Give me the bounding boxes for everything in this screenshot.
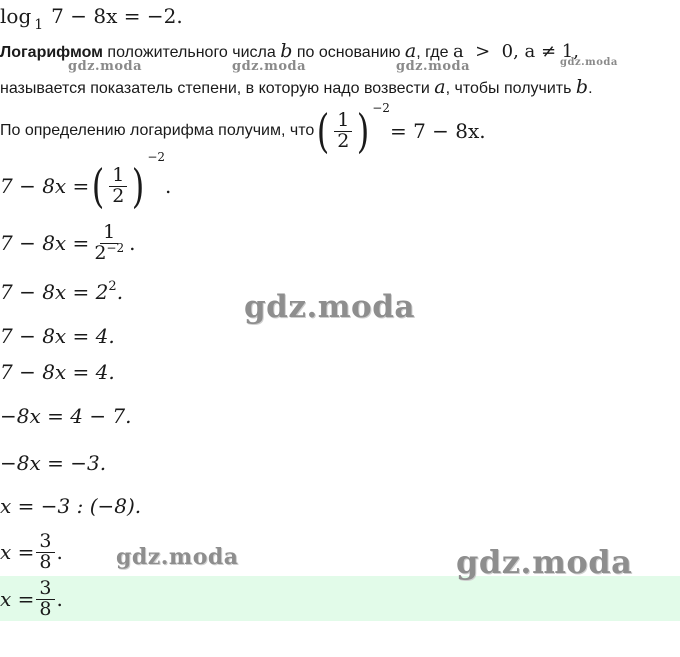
watermark: gdz.moda	[244, 289, 415, 325]
definition-application: По определению логарифма получим, что ( $\frac{1}{2}$ ) −2 = 7 − 8x.	[0, 101, 486, 158]
step-1: 7 − 8x = ( $\frac{1}{2}$ ) −2 .	[0, 150, 172, 213]
step-5: 7 − 8x = 4.	[0, 360, 115, 384]
watermark: gdz.moda	[68, 59, 143, 74]
step-2: 7 − 8x = $\frac{1}{2^{-2}}$ .	[0, 220, 136, 264]
answer-line: x = $\frac{3}{8}$ .	[0, 576, 63, 620]
answer-highlight	[0, 576, 680, 621]
step-6: −8x = 4 − 7.	[0, 404, 132, 428]
step-3: $7 - 8x = 2^2$.	[0, 279, 124, 304]
definition-line-1: Логарифмом положительного числа b по основанию a, где a > 0, a ≠ 1,	[0, 40, 579, 62]
watermark: gdz.moda	[232, 59, 307, 74]
step-9: x = $\frac{3}{8}$ .	[0, 529, 63, 573]
equation-log: log $_1$ 7 − 8x = −2.	[0, 4, 183, 33]
watermark: gdz.moda	[116, 544, 239, 570]
step-7: −8x = −3.	[0, 451, 107, 475]
step-4: 7 − 8x = 4.	[0, 324, 115, 348]
watermark: gdz.moda	[396, 59, 471, 74]
watermark: gdz.moda	[456, 543, 633, 581]
watermark: gdz.moda	[560, 57, 618, 68]
step-8: x = −3 : (−8).	[0, 494, 142, 518]
definition-line-2: называется показатель степени, в которую надо возвести a, чтобы получить b.	[0, 76, 593, 98]
